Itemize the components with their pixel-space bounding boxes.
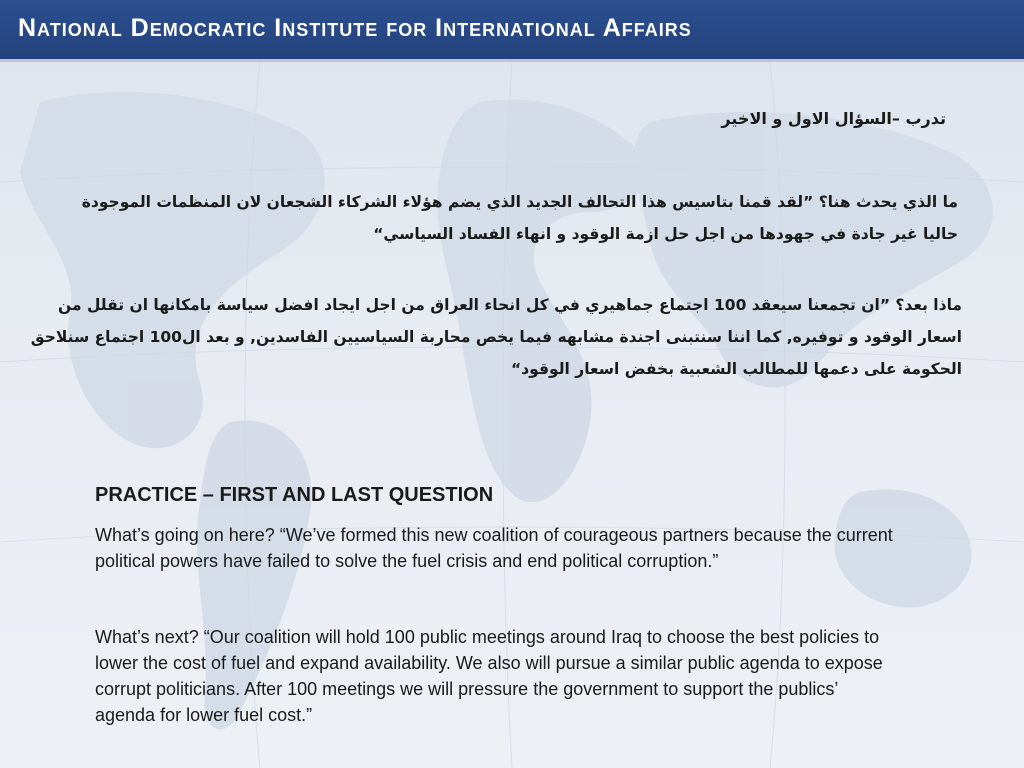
arabic-paragraph-2: ماذا بعد؟ ”ان تجمعنا سيعقد 100 اجتماع جماهيري في كل انحاء العراق من اجل ايجاد افضل سياسة بامكانها ان تقلل من اسعار الوقود و توفيره, كما اننا سنتبنى اجندة مشابهه فيما يخص محاربة السياسيين الفاسدين, و بعد ال100 اجتماع سنلاحق الحكومة على دعمها للمطالب الشعبية بخفض اسعار الوقود“ [30, 296, 962, 378]
english-paragraph-1: What’s going on here? “We’ve formed this new coalition of courageous partners because the current political powers have failed to solve the fuel crisis and end political corruption.” [95, 525, 893, 571]
arabic-paragraph-1: ما الذي يحدث هنا؟ ”لقد قمنا بتاسيس هذا التحالف الجديد الذي يضم هؤلاء الشركاء الشجعان لان المنظمات الموجودة حاليا غير جادة في جهودها من اجل حل ازمة الوقود و انهاء الفساد السياسي“ [81, 193, 958, 243]
arabic-title: تدرب –السؤال الاول و الاخير [721, 109, 946, 128]
header-banner [0, 0, 1024, 62]
header-title: National Democratic Institute for International Affairs [18, 14, 692, 42]
english-paragraph-2: What’s next? “Our coalition will hold 100 public meetings around Iraq to choose the best policies to lower the cost of fuel and expand availability. We also will pursue a similar public agenda to expose corrupt politicians. After 100 meetings we will pressure the government to support the publics’ agenda for lower fuel cost.” [95, 627, 883, 725]
english-title: PRACTICE – FIRST AND LAST QUESTION [95, 484, 494, 506]
